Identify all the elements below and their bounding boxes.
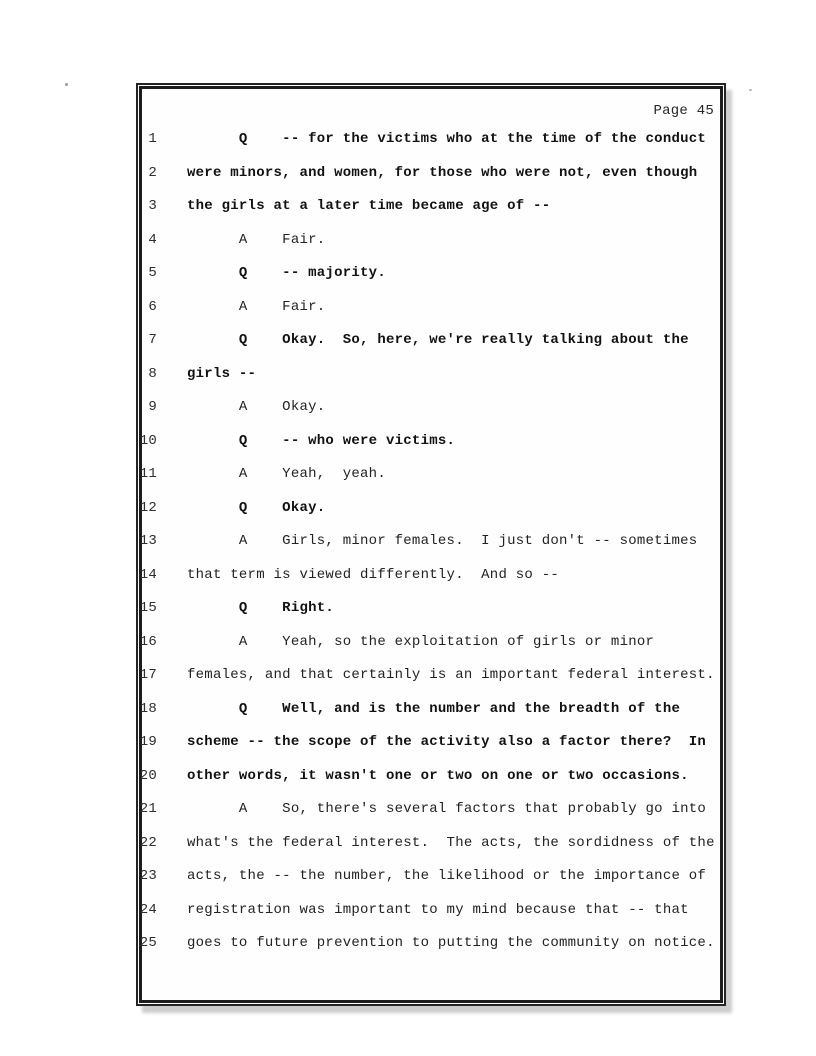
line-text: A Yeah, so the exploitation of girls or minor bbox=[187, 633, 655, 650]
line-number: 20 bbox=[139, 767, 157, 784]
line-number: 13 bbox=[139, 533, 157, 549]
scan-speck bbox=[65, 83, 68, 86]
line-number: 2 bbox=[148, 164, 157, 181]
line-text: A So, there's several factors that probably go into bbox=[187, 801, 707, 817]
transcript-line bbox=[137, 894, 720, 928]
line-number: 1 bbox=[148, 131, 157, 147]
line-text: acts, the -- the number, the likelihood or the importance of bbox=[187, 868, 707, 884]
line-text: Q -- majority. bbox=[187, 265, 386, 281]
transcript-line bbox=[137, 291, 720, 325]
transcript-line bbox=[137, 391, 720, 425]
transcript-line bbox=[137, 190, 720, 224]
line-text: what's the federal interest. The acts, the sordidness of the bbox=[187, 834, 715, 851]
scan-speck bbox=[749, 89, 752, 91]
transcript-frame-inner bbox=[139, 86, 723, 1003]
line-number: 25 bbox=[139, 935, 157, 951]
line-text: scheme -- the scope of the activity also a factor there? In bbox=[187, 734, 707, 750]
line-text: Q Okay. So, here, we're really talking about the bbox=[187, 332, 689, 348]
line-text: the girls at a later time became age of -- bbox=[187, 198, 551, 214]
line-number: 6 bbox=[148, 298, 157, 315]
transcript-line bbox=[137, 324, 720, 358]
line-number: 24 bbox=[139, 901, 157, 918]
transcript-line bbox=[137, 525, 720, 559]
transcript-line bbox=[137, 827, 720, 861]
line-text: that term is viewed differently. And so -- bbox=[187, 566, 560, 583]
transcript-line bbox=[137, 592, 720, 626]
line-number: 19 bbox=[139, 734, 157, 750]
line-text: Q -- who were victims. bbox=[187, 432, 456, 449]
line-text: were minors, and women, for those who were not, even though bbox=[187, 164, 698, 181]
line-number: 17 bbox=[139, 667, 157, 683]
line-text: other words, it wasn't one or two on one or two occasions. bbox=[187, 767, 689, 784]
line-number: 15 bbox=[139, 600, 157, 616]
line-number: 8 bbox=[148, 365, 157, 382]
page-number: Page 45 bbox=[653, 103, 714, 119]
transcript-line bbox=[137, 793, 720, 827]
transcript-line bbox=[137, 224, 720, 258]
line-number: 12 bbox=[139, 499, 157, 516]
line-number: 10 bbox=[139, 432, 157, 449]
line-number: 4 bbox=[148, 231, 157, 248]
transcript-line bbox=[137, 693, 720, 727]
line-number: 3 bbox=[148, 198, 157, 214]
line-text: A Yeah, yeah. bbox=[187, 466, 386, 482]
line-number: 5 bbox=[148, 265, 157, 281]
transcript-line bbox=[137, 559, 720, 593]
transcript-line bbox=[137, 425, 720, 459]
transcript-frame bbox=[136, 83, 726, 1006]
line-text: goes to future prevention to putting the community on notice. bbox=[187, 935, 715, 951]
line-text: Q Right. bbox=[187, 600, 335, 616]
transcript-line bbox=[137, 726, 720, 760]
line-number: 18 bbox=[139, 700, 157, 717]
line-text: Q Okay. bbox=[187, 499, 326, 516]
line-number: 11 bbox=[139, 466, 157, 482]
line-text: A Fair. bbox=[187, 231, 326, 248]
line-text: females, and that certainly is an important federal interest. bbox=[187, 667, 715, 683]
line-number: 9 bbox=[148, 399, 157, 415]
transcript-lines bbox=[137, 123, 720, 961]
line-number: 14 bbox=[139, 566, 157, 583]
transcript-line bbox=[137, 659, 720, 693]
line-text: girls -- bbox=[187, 365, 257, 382]
line-text: registration was important to my mind because that -- that bbox=[187, 901, 689, 918]
transcript-line bbox=[137, 492, 720, 526]
transcript-line bbox=[137, 626, 720, 660]
transcript-line bbox=[137, 760, 720, 794]
line-text: A Okay. bbox=[187, 399, 326, 415]
line-number: 21 bbox=[139, 801, 157, 817]
transcript-line bbox=[137, 458, 720, 492]
transcript-line bbox=[137, 257, 720, 291]
line-number: 23 bbox=[139, 868, 157, 884]
line-text: Q -- for the victims who at the time of the conduct bbox=[187, 131, 707, 147]
line-number: 7 bbox=[148, 332, 157, 348]
line-number: 16 bbox=[139, 633, 157, 650]
transcript-line bbox=[137, 860, 720, 894]
transcript-line bbox=[137, 927, 720, 961]
line-text: A Girls, minor females. I just don't -- sometimes bbox=[187, 533, 698, 549]
transcript-line bbox=[137, 123, 720, 157]
transcript-line bbox=[137, 157, 720, 191]
line-text: Q Well, and is the number and the breadth of the bbox=[187, 700, 681, 717]
transcript-line bbox=[137, 358, 720, 392]
line-number: 22 bbox=[139, 834, 157, 851]
line-text: A Fair. bbox=[187, 298, 326, 315]
